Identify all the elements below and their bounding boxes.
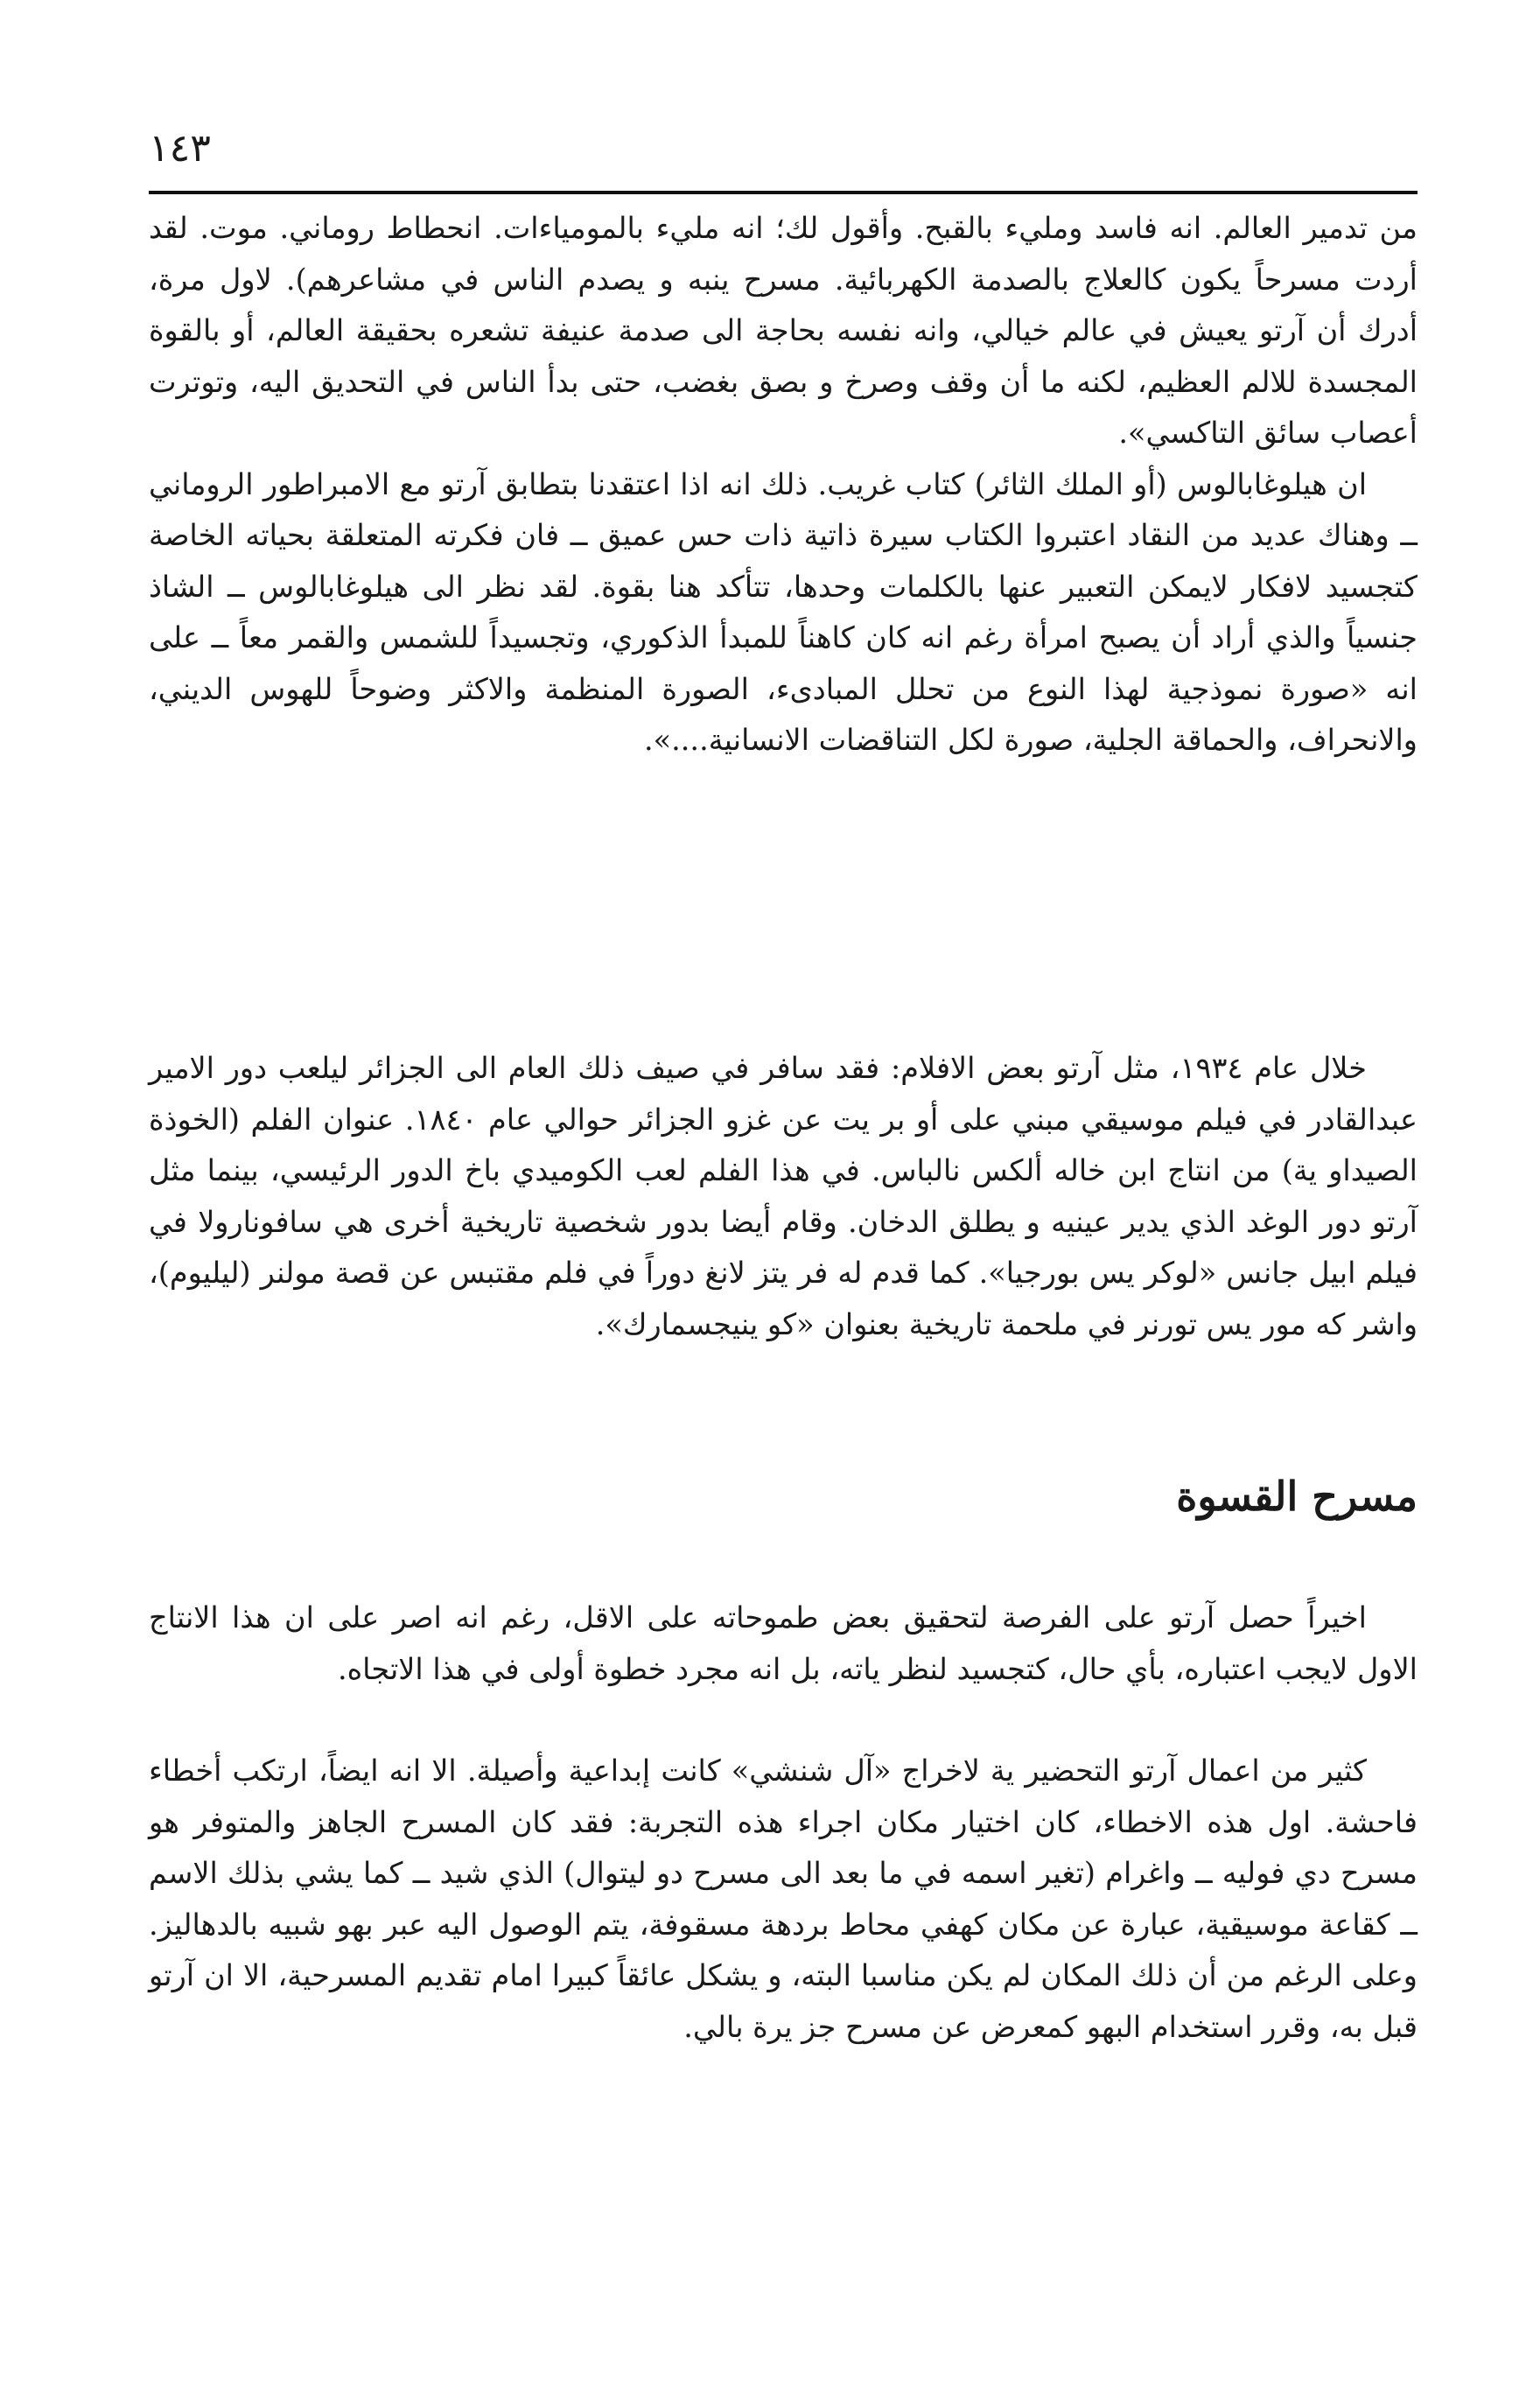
- page-number: ١٤٣: [149, 126, 211, 171]
- paragraph-heliogabalus: ان هيلوغابالوس (أو الملك الثائر) كتاب غريب. ذلك انه اذا اعتقدنا بتطابق آرتو مع الامبراطور الروماني ــ وهناك عديد من النقاد اعتبروا الكتاب سيرة ذاتية ذات حس عميق ــ فان فكرته المتعلقة بحياته الخاصة كتجسيد لافكار لايمكن التعبير عنها بالكلمات وحدها، تتأكد هنا بقوة. لقد نظر الى هيلوغابالوس ــ الشاذ جنسياً والذي أراد أن يصبح امرأة رغم انه كان كاهناً للمبدأ الذكوري، وتجسيداً للشمس والقمر معاً ــ على انه «صورة نموذجية لهذا النوع من تحلل المبادىء، الصورة المنظمة والاكثر وضوحاً للهوس الديني، والانحراف، والحماقة الجلية، صورة لكل التناقضات الانسانية....».: [149, 466, 1418, 757]
- paragraph-section-intro: اخيراً حصل آرتو على الفرصة لتحقيق بعض طموحاته على الاقل، رغم انه اصر على ان هذا الانتاج الاول لايجب اعتباره، بأي حال، كتجسيد لنظر ياته، بل انه مجرد خطوة أولى في هذا الاتجاه.: [149, 1600, 1418, 1686]
- paragraph-les-cenci: كثير من اعمال آرتو التحضير ية لاخراج «آل شنشي» كانت إبداعية وأصيلة. الا انه ايضاً، ارتكب أخطاء فاحشة. اول هذه الاخطاء، كان اختيار مكان اجراء هذه التجربة: فقد كان المسرح الجاهز والمتوفر هو مسرح دي فوليه ــ واغرام (تغير اسمه في ما بعد الى مسرح دو ليتوال) الذي شيد ــ كما يشي بذلك الاسم ــ كقاعة موسيقية، عبارة عن مكان كهفي محاط بردهة مسقوفة، يتم الوصول اليه عبر بهو شبيه بالدهاليز. وعلى الرغم من أن ذلك المكان لم يكن مناسبا البته، و يشكل عائقاً كبيرا امام تقديم المسرحية، الا ان آرتو قبل به، وقرر استخدام البهو كمعرض عن مسرح جز يرة بالي.: [149, 1754, 1418, 2044]
- opening-text: [149, 203, 1418, 766]
- section-intro-text: [149, 1592, 1418, 1695]
- paragraph-quote-continuation: من تدمير العالم. انه فاسد ومليء بالقبح. وأقول لك؛ انه مليء بالمومياءات. انحطاط روماني. موت. لقد أردت مسرحاً يكون كالعلاج بالصدمة الكهربائية. مسرح ينبه و يصدم الناس في مشاعرهم). لاول مرة، أدرك أن آرتو يعيش في عالم خيالي، وانه نفسه بحاجة الى صدمة عنيفة تشعره بحقيقة العالم، أو بالقوة المجسدة للالم العظيم، لكنه ما أن وقف وصرخ و بصق بغضب، حتى بدأ الناس في التحديق اليه، وتوترت أعصاب سائق التاكسي».: [149, 211, 1418, 450]
- section-heading: مسرح القسوة: [1176, 1473, 1418, 1520]
- films-text: [149, 1043, 1418, 1350]
- section-body-text: [149, 1746, 1418, 2053]
- header-rule: [149, 191, 1418, 194]
- paragraph-films-1934: خلال عام ١٩٣٤، مثل آرتو بعض الافلام: فقد سافر في صيف ذلك العام الى الجزائر ليلعب دور الامير عبدالقادر في فيلم موسيقي مبني على أو بر يت عن غزو الجزائر حوالي عام ١٨٤٠. عنوان الفلم (الخوذة الصيداو ية) من انتاج ابن خاله ألكس نالباس. في هذا الفلم لعب الكوميدي باخ الدور الرئيسي، بينما مثل آرتو دور الوغد الذي يدير عينيه و يطلق الدخان. وقام أيضا بدور شخصية تاريخية أخرى هي سافونارولا في فيلم ابيل جانس «لوكر يس بورجيا». كما قدم له فر يتز لانغ دوراً في فلم مقتبس عن قصة مولنر (ليليوم)، واشر كه مور يس تورنر في ملحمة تاريخية بعنوان «كو ينيجسمارك».: [149, 1051, 1418, 1341]
- book-page: [149, 122, 1418, 2362]
